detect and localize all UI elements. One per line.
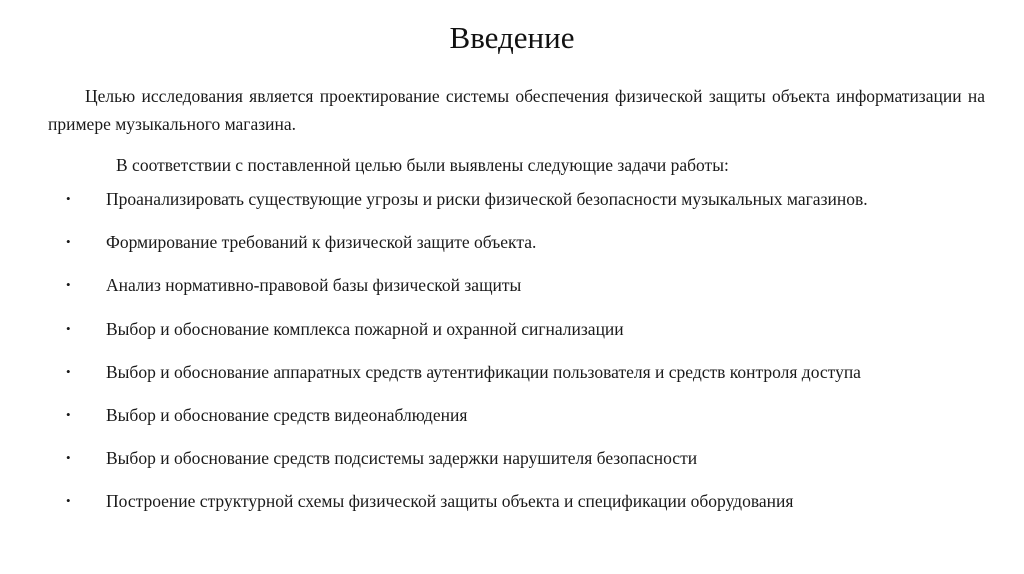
- tasks-intro: В соответствии с поставленной целью были выявлены следующие задачи работы:: [116, 155, 729, 175]
- task-text: Построение структурной схемы физической защиты объекта и спецификации оборудования: [106, 491, 794, 512]
- task-text: Проанализировать существующие угрозы и риски физической безопасности музыкальных магазинов.: [106, 189, 868, 209]
- bullet-icon: •: [66, 320, 71, 336]
- task-item: [0, 271, 1024, 314]
- task-item: [0, 401, 1024, 444]
- task-item: [0, 358, 1024, 401]
- task-text: Выбор и обоснование средств подсистемы задержки нарушителя безопасности: [106, 448, 698, 469]
- bullet-icon: •: [66, 363, 71, 379]
- bullet-icon: •: [66, 277, 71, 293]
- task-item: [0, 315, 1024, 358]
- task-item: [0, 185, 1024, 228]
- intro-paragraph: Целью исследования является проектирование системы обеспечения физической защиты объекта информатизации на примере музыкального магазина.: [48, 86, 985, 134]
- bullet-icon: •: [66, 191, 71, 206]
- task-text: Выбор и обоснование аппаратных средств аутентификации пользователя и средств контроля доступа: [106, 361, 861, 382]
- bullet-icon: •: [66, 493, 71, 509]
- task-item: [0, 228, 1024, 271]
- task-text: Выбор и обоснование комплекса пожарной и охранной сигнализации: [106, 318, 624, 339]
- task-item: [0, 444, 1024, 487]
- slide-title: Введение: [449, 20, 575, 55]
- task-text: Выбор и обоснование средств видеонаблюдения: [106, 404, 468, 425]
- task-item: [0, 487, 1024, 530]
- bullet-icon: •: [66, 234, 71, 250]
- task-text: Анализ нормативно-правовой базы физической защиты: [106, 275, 522, 296]
- bullet-icon: •: [66, 406, 71, 422]
- task-text: Формирование требований к физической защите объекта.: [106, 232, 537, 253]
- task-list: [0, 185, 1024, 531]
- bullet-icon: •: [66, 450, 71, 466]
